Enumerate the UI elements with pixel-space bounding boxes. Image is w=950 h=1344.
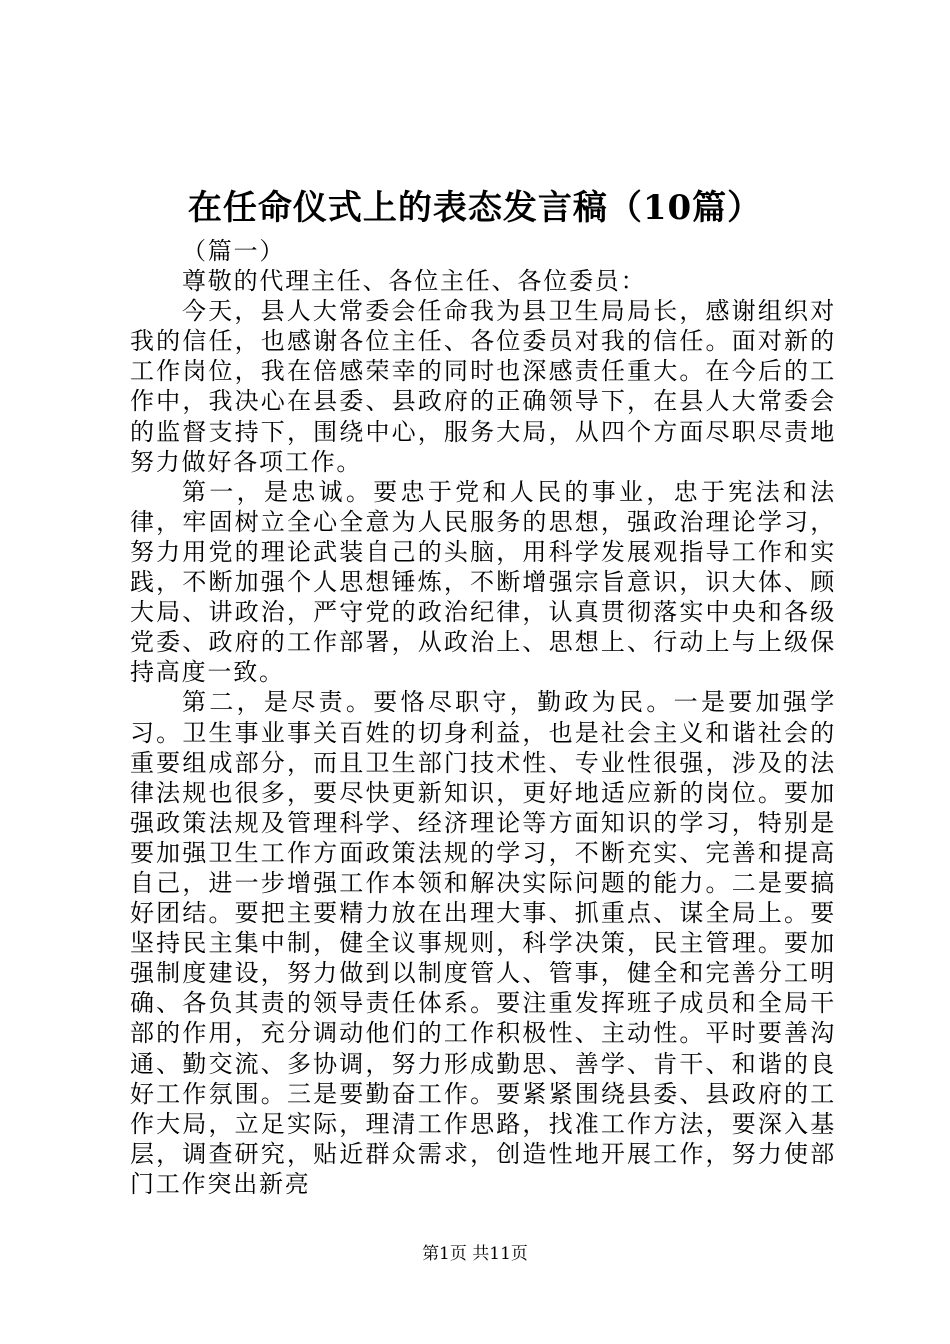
page-footer: 第1页 共11页 (422, 1244, 528, 1264)
document-body (130, 236, 836, 1199)
paragraph-loyalty: 第一，是忠诚。要忠于党和人民的事业，忠于宪法和法律，牢固树立全心全意为人民服务的思想，强政治理论学习，努力用党的理论武装自己的头脑，用科学发展观指导工作和实践，不断加强个人思想锤炼，不断增强宗旨意识，识大体、顾大局、讲政治，严守党的政治纪律，认真贯彻落实中央和各级党委、政府的工作部署，从政治上、思想上、行动上与上级保持高度一致。 (130, 477, 836, 687)
salutation: 尊敬的代理主任、各位主任、各位委员： (182, 267, 647, 296)
document-title: 在任命仪式上的表态发言稿（10篇） (187, 188, 763, 228)
section-label: （篇一） (182, 237, 286, 265)
paragraph-responsibility: 第二，是尽责。要恪尽职守，勤政为民。一是要加强学习。卫生事业事关百姓的切身利益，也是社会主义和谐社会的重要组成部分，而且卫生部门技术性、专业性很强，涉及的法律法规也很多，要尽快更新知识，更好地适应新的岗位。要加强政策法规及管理科学、经济理论等方面知识的学习，特别是要加强卫生工作方面政策法规的学习，不断充实、完善和提高自己，进一步增强工作本领和解决实际问题的能力。二是要搞好团结。要把主要精力放在出理大事、抓重点、谋全局上。要坚持民主集中制，健全议事规则，科学决策，民主管理。要加强制度建设，努力做到以制度管人、管事，健全和完善分工明确、各负其责的领导责任体系。要注重发挥班子成员和全局干部的作用，充分调动他们的工作积极性、主动性。平时要善沟通、勤交流、多协调，努力形成勤思、善学、肯干、和谐的良好工作氛围。三是要勤奋工作。要紧紧围绕县委、县政府的工作大局，立足实际，理清工作思路，找准工作方法，要深入基层，调查研究，贴近群众需求，创造性地开展工作，努力使部门工作突出新亮 (130, 688, 836, 1198)
paragraph-intro: 今天，县人大常委会任命我为县卫生局局长，感谢组织对我的信任，也感谢各位主任、各位委员对我的信任。面对新的工作岗位，我在倍感荣幸的同时也深感责任重大。在今后的工作中，我决心在县委、县政府的正确领导下，在县人大常委会的监督支持下，围绕中心，服务大局，从四个方面尽职尽责地努力做好各项工作。 (130, 297, 836, 476)
